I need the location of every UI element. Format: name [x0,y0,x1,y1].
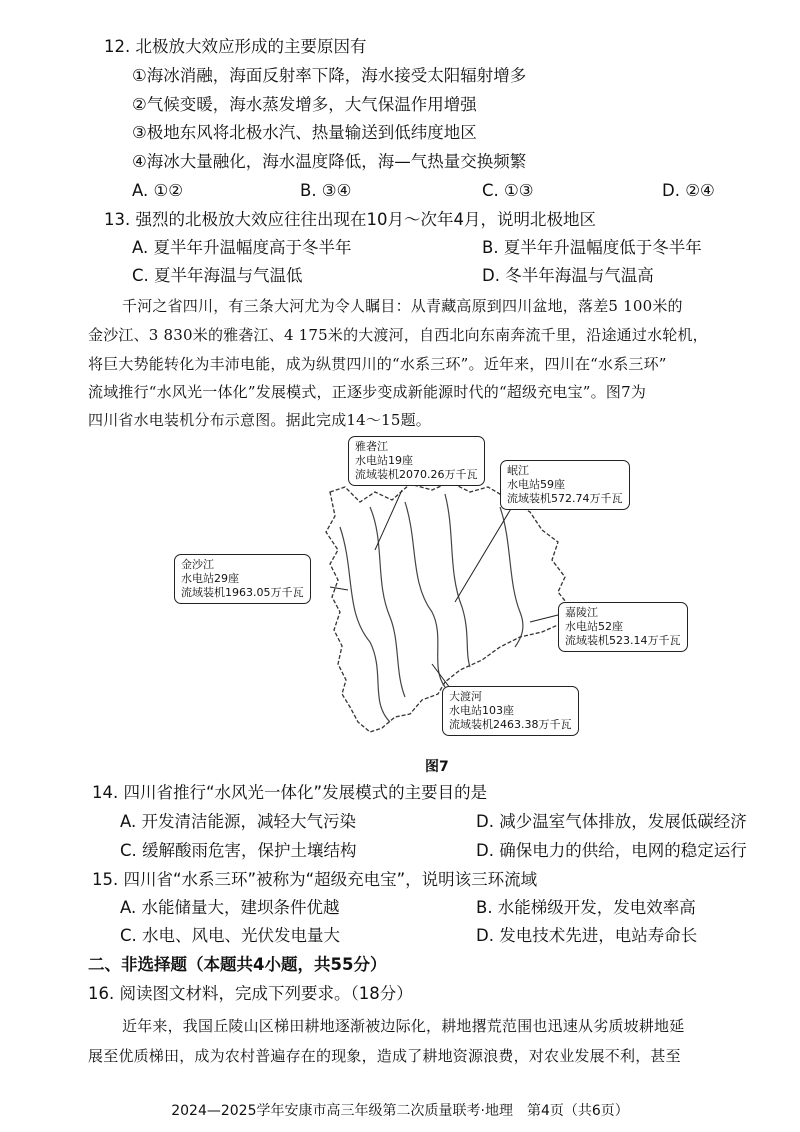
callout-yalong-capacity: 流域装机2070.26万千瓦 [355,468,478,481]
q12-item-3: ③极地东风将北极水汽、热量输送到低纬度地区 [132,123,477,142]
callout-min-capacity: 流域装机572.74万千瓦 [507,492,623,505]
q12-item-4: ④海冰大量融化，海水温度降低，海—气热量交换频繁 [132,152,527,171]
callout-jinsha-name: 金沙江 [181,558,214,571]
passage-line-5: 四川省水电装机分布示意图。据此完成14～15题。 [88,411,431,429]
callout-jinsha [174,554,311,604]
q16-stem: 16. 阅读图文材料，完成下列要求。（18分） [88,984,413,1003]
leader-yalong [375,490,402,550]
q14-stem: 14. 四川省推行“水风光一体化”发展模式的主要目的是 [92,783,488,802]
passage-line-3: 将巨大势能转化为丰沛电能，成为纵贯四川的“水系三环”。近年来，四川在“水系三环” [88,355,667,373]
callout-yalong-stations: 水电站19座 [355,454,413,467]
q13-option-b: B. 夏半年升温幅度低于冬半年 [482,238,702,257]
callout-min [500,460,630,510]
callout-yalong [348,436,485,486]
q15-option-c: C. 水电、风电、光伏发电量大 [120,926,341,945]
q12-stem: 12. 北极放大效应形成的主要原因有 [104,37,367,56]
callout-dadu-name: 大渡河 [449,690,482,703]
page-footer: 2024—2025学年安康市高三年级第二次质量联考·地理 第4页（共6页） [171,1103,629,1119]
q12-option-d: D. ②④ [662,181,715,200]
q12-option-b: B. ③④ [300,181,352,200]
sichuan-hydropower-map [170,432,681,752]
q15-option-d: D. 发电技术先进，电站寿命长 [476,926,698,945]
callout-dadu [442,686,579,736]
q13-option-a: A. 夏半年升温幅度高于冬半年 [132,238,352,257]
section-2-heading: 二、非选择题（本题共4小题，共55分） [88,955,387,974]
callout-jialing-capacity: 流域装机523.14万千瓦 [565,634,681,647]
callout-jialing-name: 嘉陵江 [565,606,598,619]
leader-min [455,502,515,602]
q15-option-a: A. 水能储量大，建坝条件优越 [120,898,340,917]
q13-option-d: D. 冬半年海温与气温高 [482,266,654,285]
leader-jinsha [330,587,348,590]
figure-caption: 图7 [425,759,449,775]
callout-jialing [558,602,688,652]
leader-dadu [432,664,450,688]
q14-option-a: A. 开发清洁能源，减轻大气污染 [120,812,356,831]
callout-jinsha-stations: 水电站29座 [181,572,239,585]
jialing-river [500,507,523,647]
yalong-river [370,507,405,697]
q14-option-d: D. 确保电力的供给，电网的稳定运行 [476,841,747,860]
q12-item-1: ①海冰消融，海面反射率下降，海水接受太阳辐射增多 [132,66,527,85]
callout-min-stations: 水电站59座 [507,478,565,491]
q14-option-b: D. 减少温室气体排放，发展低碳经济 [476,812,747,831]
q12-item-2: ②气候变暖，海水蒸发增多，大气保温作用增强 [132,95,477,114]
q16-line-2: 展至优质梯田，成为农村普遍存在的现象，造成了耕地资源浪费，对农业发展不利，甚至 [88,1047,681,1065]
jinsha-river [340,527,390,722]
callout-jialing-stations: 水电站52座 [565,620,623,633]
passage-line-2: 金沙江、3 830米的雅砻江、4 175米的大渡河，自西北向东南奔流千里，沿途通过水轮机， [88,326,708,344]
callout-yalong-name: 雅砻江 [355,440,388,453]
passage-line-4: 流域推行“水风光一体化”发展模式，正逐步变成新能源时代的“超级充电宝”。图7为 [88,383,647,401]
q13-stem: 13. 强烈的北极放大效应往往出现在10月～次年4月，说明北极地区 [104,210,596,229]
q16-line-1: 近年来，我国丘陵山区梯田耕地逐渐被边际化，耕地撂荒范围也迅速从劣质坡耕地延 [122,1017,685,1035]
min-river [445,494,470,667]
dadu-river [405,502,445,687]
callout-dadu-stations: 水电站103座 [449,704,514,717]
q12-option-c: C. ①③ [482,181,534,200]
q14-option-c: C. 缓解酸雨危害，保护土壤结构 [120,841,357,860]
callout-dadu-capacity: 流域装机2463.38万千瓦 [449,718,572,731]
q13-option-c: C. 夏半年海温与气温低 [132,266,303,285]
q12-option-a: A. ①② [132,181,184,200]
callout-min-name: 岷江 [507,464,529,477]
q15-stem: 15. 四川省“水系三环”被称为“超级充电宝”，说明该三环流域 [92,870,538,889]
callout-jinsha-capacity: 流域装机1963.05万千瓦 [181,586,304,599]
passage-line-1: 千河之省四川，有三条大河尤为令人瞩目：从青藏高原到四川盆地，落差5 100米的 [122,297,683,315]
q15-option-b: B. 水能梯级开发，发电效率高 [476,898,696,917]
